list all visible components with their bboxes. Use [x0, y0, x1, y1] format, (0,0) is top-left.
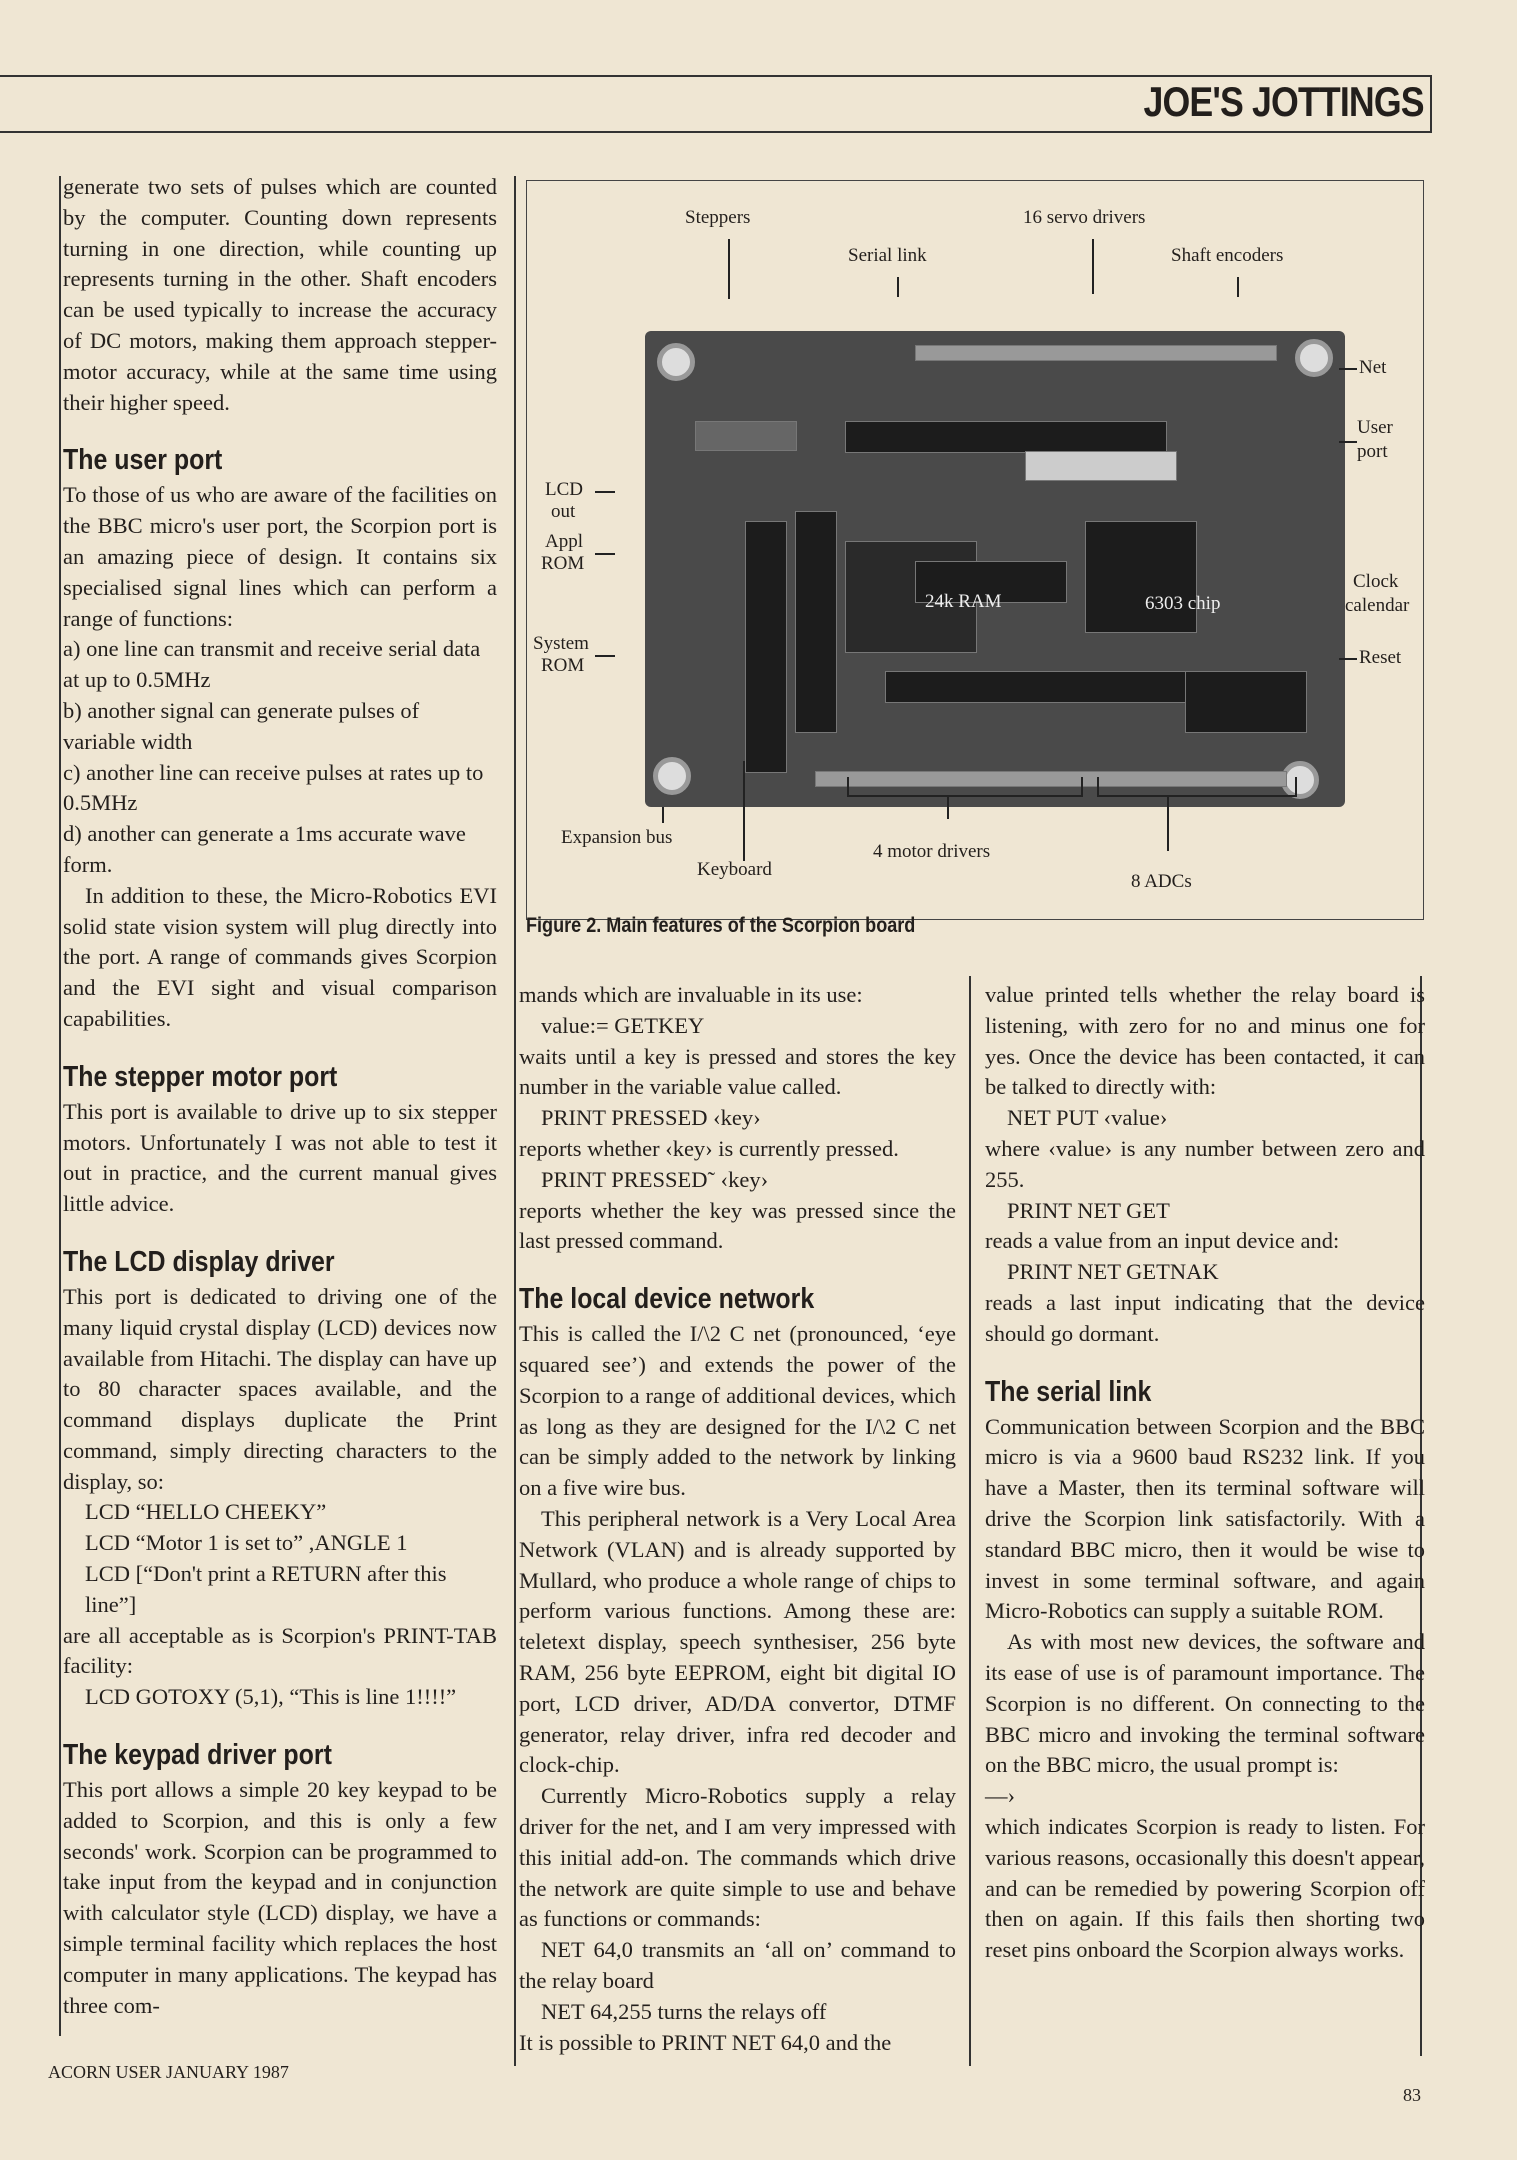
- bracket-line: [847, 777, 849, 795]
- leader-line: [1167, 795, 1169, 851]
- keypad-paragraph: This port allows a simple 20 key keypad to be added to Scorpion, and this is only a few seconds' work. Scorpion can be programmed to take input from the keypad and in conjunction with calculator style (LCD) display, we have a simple terminal facility which replaces the host computer in many applications. The keypad has three com-: [63, 1777, 497, 2018]
- leader-line: [1339, 368, 1357, 370]
- lcd-paragraph-2: are all acceptable as is Scorpion's PRINT-TAB facility:: [63, 1622, 497, 1679]
- user-port-item-c: c) another line can receive pulses at rates up to 0.5MHz: [63, 759, 484, 816]
- label-shaft-encoders: Shaft encoders: [1171, 245, 1284, 266]
- network-paragraph-4: NET 64,0 transmits an ‘all on’ command to the relay board: [519, 1937, 956, 1993]
- mount-hole-icon: [653, 757, 691, 795]
- figure-scorpion-board: [526, 180, 1424, 920]
- serial-paragraph-3: which indicates Scorpion is ready to listen. For various reasons, occasionally this doesn't appear, and can be remedied by powering Scorpion off then on again. If this fails then shorting two reset pins onboard the Scorpion always works.: [985, 1813, 1425, 1963]
- mount-hole-icon: [657, 343, 695, 381]
- network-paragraph-1: This is called the I/\2 C net (pronounced, ‘eye squared see’) and extends the power of the Scorpion to a range of additional devices, which as long as they are designed for the I/\2 C net can be simply added to the network by linking on a five wire bus.: [519, 1321, 956, 1501]
- leader-line: [743, 761, 745, 861]
- pin-strip: [915, 345, 1277, 361]
- col2-paragraph-3: reports whether ‹key› is currently pressed.: [519, 1135, 899, 1161]
- network-paragraph-5: NET 64,255 turns the relays off: [541, 1998, 827, 2024]
- serial-paragraph-2: As with most new devices, the software and its ease of use is of paramount importance. The Scorpion is no different. On connecting to the BBC micro and invoking the terminal software on the BBC micro, the usual prompt is:: [985, 1629, 1425, 1778]
- lcd-code-1: LCD “HELLO CHEEKY”: [85, 1499, 327, 1525]
- network-heading: The local device network: [519, 1283, 815, 1316]
- leader-line: [1339, 441, 1357, 443]
- leader-line: [1092, 239, 1094, 294]
- serial-paragraph-1: Communication between Scorpion and the BBC micro is via a 9600 baud RS232 link. If you have a Master, then its terminal software will drive the Scorpion link satisfactorily. With a standard BBC micro, then it would be wise to invest in some terminal software, and again Micro-Robotics can supply a suitable ROM.: [985, 1413, 1425, 1624]
- ic-row: [1185, 671, 1307, 733]
- figure-caption: Figure 2. Main features of the Scorpion board: [526, 914, 916, 937]
- system-rom-chip: [745, 521, 787, 773]
- lcd-code-2: LCD “Motor 1 is set to” ,ANGLE 1: [85, 1530, 408, 1556]
- label-system-rom-2: ROM: [541, 655, 585, 676]
- network-paragraph-2: This peripheral network is a Very Local Area Network (VLAN) and is already supported by Mullard, who produce a whole range of chips to perform various functions. Among these are: teletext display, speech synthesiser, 256 byte RAM, 256 byte EEPROM, eight bit digital IO port, LCD driver, AD/DA convertor, DTMF generator, relay driver, infra red decoder and clock-chip.: [519, 1505, 956, 1778]
- network-paragraph-3: Currently Micro-Robotics supply a relay driver for the net, and I am very impressed with this initial add-on. The commands which drive the network are quite simple to use and behave as functions or commands:: [519, 1783, 956, 1932]
- leader-line: [595, 553, 615, 555]
- pin-strip: [815, 771, 1287, 787]
- header-connector: [1025, 451, 1177, 481]
- chip-label: 6303 chip: [1145, 593, 1221, 614]
- column-1: [63, 172, 497, 2021]
- col3-code-3: PRINT NET GETNAK: [1007, 1259, 1219, 1285]
- user-port-item-d: d) another can generate a 1ms accurate wave form.: [63, 821, 466, 877]
- keypad-heading: The keypad driver port: [63, 1739, 332, 1772]
- label-steppers: Steppers: [685, 207, 751, 228]
- intro-paragraph: generate two sets of pulses which are counted by the computer. Counting down represents turning in one direction, while counting up represents turning in the other. Shaft encoders can be used typically to increase the accuracy of DC motors, making them approach stepper-motor accuracy, while at the same time using their higher speed.: [63, 174, 497, 415]
- stepper-heading: The stepper motor port: [63, 1060, 338, 1093]
- header-right-rule: [1430, 75, 1432, 131]
- bracket-line: [1097, 777, 1099, 795]
- col2-code-3: PRINT PRESSED˜ ‹key›: [541, 1166, 769, 1192]
- column-3: [985, 980, 1425, 1966]
- cpu-chip: [1085, 521, 1197, 633]
- label-system-rom-1: System: [533, 633, 589, 654]
- user-port-heading: The user port: [63, 444, 223, 477]
- col3-code-1: NET PUT ‹value›: [1007, 1105, 1168, 1131]
- ic-row: [845, 421, 1167, 453]
- col2-left-rule: [514, 176, 516, 2066]
- mount-hole-icon: [1295, 339, 1333, 377]
- serial-heading: The serial link: [985, 1375, 1152, 1408]
- label-reset: Reset: [1359, 647, 1402, 668]
- user-port-paragraph-2: In addition to these, the Micro-Robotics EVI solid state vision system will plug directly into the port. A range of commands gives Scorpion and the EVI sight and visual comparison capabilities.: [63, 882, 497, 1031]
- user-port-item-a: a) one line can transmit and receive serial data at up to 0.5MHz: [63, 636, 481, 693]
- col3-paragraph-1: value printed tells whether the relay board is listening, with zero for no and minus one for yes. Once the device has been contacted, it can be talked to directly with:: [985, 982, 1425, 1100]
- footer-page-number: 83: [1403, 2085, 1421, 2105]
- label-serial-link: Serial link: [848, 245, 927, 266]
- label-keyboard: Keyboard: [697, 859, 772, 880]
- label-appl-rom-1: Appl: [545, 531, 583, 552]
- board-photo: [645, 331, 1345, 807]
- label-appl-rom-2: ROM: [541, 553, 585, 574]
- label-motor-drivers: 4 motor drivers: [873, 841, 991, 862]
- bracket-line: [1081, 777, 1083, 795]
- footer-publication: ACORN USER JANUARY 1987: [48, 2062, 289, 2082]
- bracket-line: [847, 795, 1083, 797]
- user-port-paragraph: To those of us who are aware of the facilities on the BBC micro's user port, the Scorpion port is an amazing piece of design. It contains six specialised signal lines which can perform a range of functions:: [63, 482, 497, 631]
- col2-paragraph-4: reports whether the key was pressed since the last pressed command.: [519, 1197, 956, 1254]
- section-title: JOE'S JOTTINGS: [1143, 78, 1424, 125]
- leader-line: [947, 795, 949, 819]
- ic-row: [885, 671, 1217, 703]
- label-user-port-2: port: [1357, 441, 1388, 462]
- label-user-port-1: User: [1357, 417, 1393, 438]
- column-2: [519, 980, 956, 2058]
- col2-code-2: PRINT PRESSED ‹key›: [541, 1105, 761, 1131]
- col2-paragraph-2: waits until a key is pressed and stores the key number in the variable value called.: [519, 1043, 956, 1100]
- label-lcd-out-1: LCD: [545, 479, 583, 500]
- label-clock-1: Clock: [1353, 571, 1399, 592]
- user-port-item-b: b) another signal can generate pulses of variable width: [63, 697, 420, 754]
- lcd-heading: The LCD display driver: [63, 1245, 335, 1278]
- header-top-rule: [0, 75, 1432, 77]
- lcd-paragraph: This port is dedicated to driving one of the many liquid crystal display (LCD) devices now available from Hitachi. The display can have up to 80 character spaces available, and the command displays duplicate the Print command, simply directing characters to the display, so:: [63, 1283, 497, 1494]
- col3-left-rule: [969, 976, 971, 2066]
- network-paragraph-6: It is possible to PRINT NET 64,0 and the: [519, 2029, 892, 2055]
- col3-paragraph-2: where ‹value› is any number between zero and 255.: [985, 1135, 1425, 1192]
- col3-paragraph-4: reads a last input indicating that the device should go dormant.: [985, 1289, 1425, 1346]
- label-adcs: 8 ADCs: [1131, 871, 1192, 892]
- leader-line: [1339, 658, 1357, 660]
- header-connector: [695, 421, 797, 451]
- prompt-symbol: —›: [985, 1783, 1015, 1809]
- col2-paragraph-1: mands which are invaluable in its use:: [519, 982, 863, 1007]
- col2-code-1: value:= GETKEY: [541, 1012, 705, 1038]
- label-clock-2: calendar: [1345, 595, 1410, 616]
- label-servo: 16 servo drivers: [1023, 207, 1146, 228]
- leader-line: [897, 277, 899, 297]
- leader-line: [1237, 277, 1239, 297]
- leader-line: [728, 239, 730, 299]
- stepper-paragraph: This port is available to drive up to six stepper motors. Unfortunately I was not able to test it out in practice, and the current manual gives little advice.: [63, 1098, 497, 1217]
- lcd-code-3: LCD [“Don't print a RETURN after this line”]: [85, 1561, 447, 1617]
- ram-label: 24k RAM: [925, 591, 1002, 612]
- bracket-line: [1295, 777, 1297, 795]
- leader-line: [595, 655, 615, 657]
- col1-left-rule: [59, 176, 61, 2036]
- appl-rom-chip: [795, 511, 837, 733]
- leader-line: [595, 491, 615, 493]
- col3-paragraph-3: reads a value from an input device and:: [985, 1228, 1340, 1254]
- col3-code-2: PRINT NET GET: [1007, 1197, 1170, 1223]
- label-net: Net: [1359, 357, 1387, 378]
- header-bottom-rule: [0, 131, 1432, 133]
- lcd-code-4: LCD GOTOXY (5,1), “This is line 1!!!!”: [85, 1684, 457, 1710]
- bracket-line: [1097, 795, 1297, 797]
- label-expansion-bus: Expansion bus: [561, 827, 673, 848]
- label-lcd-out-2: out: [551, 501, 576, 522]
- leader-line: [662, 807, 664, 823]
